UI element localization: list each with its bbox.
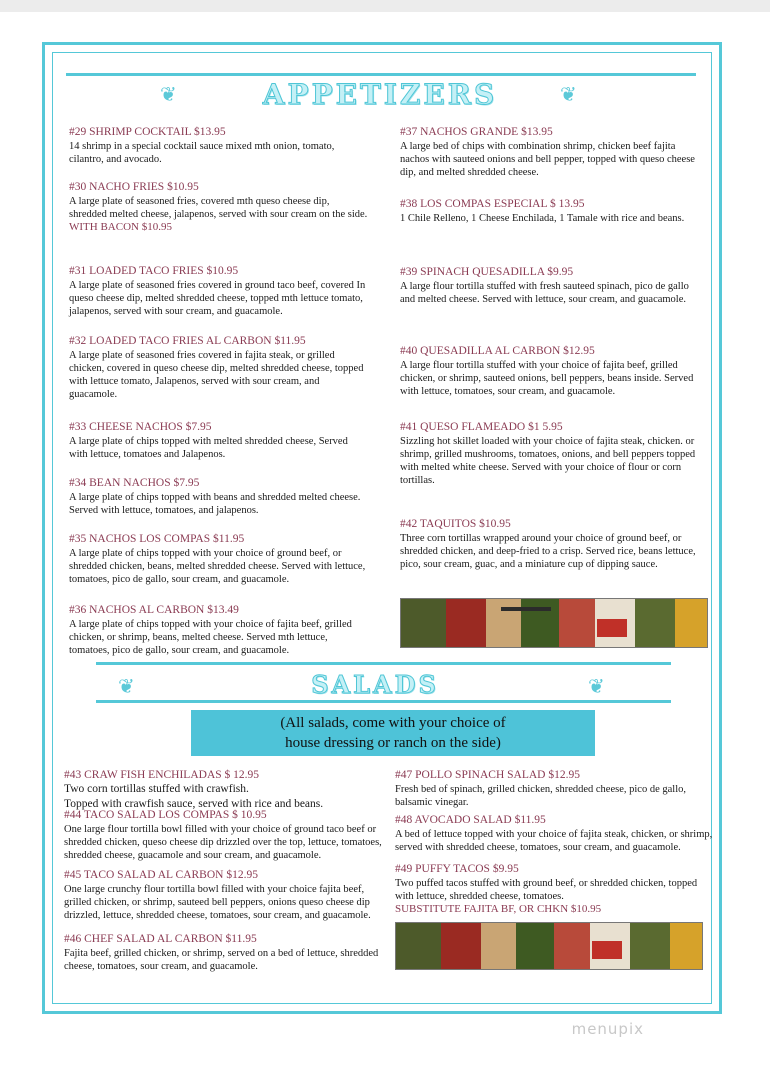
menu-item [64,768,382,811]
item-desc: Two puffed tacos stuffed with ground beef, or shredded chicken, topped with lettuce, shredded cheese, tomatoes. [395,878,698,902]
menu-item [69,420,369,461]
item-desc: A large plate of chips topped with beans and shredded melted cheese. Served with lettuce, tomatoes, and jalapenos. [69,492,361,516]
item-desc: Two corn tortillas stuffed with crawfish. [64,783,249,795]
item-title: #49 PUFFY TACOS $9.95 [395,863,519,875]
item-title: #34 BEAN NACHOS $7.95 [69,477,200,489]
photo-strip-graphic [396,923,702,969]
menu-item [69,532,369,586]
item-desc: One large crunchy flour tortilla bowl filled with your choice fajita beef, grilled chicken, or shrimp, sauteed bell peppers, onions queso cheese dip drizzled, lettuce, shredded cheese, tomatoes, sour cream, and guacamole. [64,884,371,921]
item-title: #35 NACHOS LOS COMPAS $11.95 [69,533,245,545]
item-title: #37 NACHOS GRANDE $13.95 [400,126,553,138]
item-title: #41 QUESO FLAMEADO $1 5.95 [400,421,563,433]
top-strip [0,0,770,12]
item-desc: A large bed of chips with combination shrimp, chicken beef fajita nachos with sauteed onions and bell pepper, topped with queso cheese dip, and melted shredded cheese. [400,141,695,178]
item-desc: A large plate of chips topped with melted shredded cheese, Served with lettuce, tomatoes and Jalapenos. [69,436,348,460]
menu-item [395,768,715,809]
item-desc: One large flour tortilla bowl filled with your choice of ground taco beef or shredded chicken, queso cheese dip drizzled over the top, lettuce, tomatoes, shredded cheese, guacamole and sour cream, and guacamole. [64,824,382,861]
lotus-icon: ❦ [160,84,177,106]
item-desc: A large plate of chips topped with your choice of fajita beef, grilled chicken, or shrimp, beans, melted cheese. Served mth lettuce, tomatoes, pico de gallo, sour cream, and guacamole. [69,619,352,656]
banner-line-2: house dressing or ranch on the side) [285,735,501,751]
item-desc: A large plate of seasoned fries, covered mth queso cheese dip, shredded melted cheese, jalapenos, served with sour cream on the side. [69,196,368,220]
item-desc-2: Topped with crawfish sauce, served with rice and beans. [64,798,324,810]
item-desc: 14 shrimp in a special cocktail sauce mixed mth onion, tomato, cilantro, and avocado. [69,141,335,165]
item-title: #43 CRAW FISH ENCHILADAS $ 12.95 [64,769,260,781]
lotus-icon: ❦ [588,676,605,698]
menu-item [400,420,700,487]
item-title: #40 QUESADILLA AL CARBON $12.95 [400,345,595,357]
item-desc: Sizzling hot skillet loaded with your choice of fajita steak, chicken. or shrimp, grilled mushrooms, tomatoes, onions, and bell peppers topped with melted white cheese. Served with your choice of flour or corn tortillas. [400,436,696,486]
item-title: #36 NACHOS AL CARBON $13.49 [69,604,239,616]
header-rule-top [66,73,696,76]
lotus-icon: ❦ [560,84,577,106]
item-title: #30 NACHO FRIES $10.95 [69,181,199,193]
item-extra: SUBSTITUTE FAJITA BF, OR CHKN $10.95 [395,903,602,915]
food-photo [395,922,703,970]
menu-item [395,813,715,854]
salads-rule-top [96,662,671,665]
item-desc: A large flour tortilla stuffed with fresh sauteed spinach, pico de gallo and melted cheese. Served with lettuce, sour cream, and guacamole. [400,281,689,305]
menu-item [69,334,369,401]
item-title: #45 TACO SALAD AL CARBON $12.95 [64,869,258,881]
item-desc: A large plate of chips topped with your choice of ground beef, or shredded chicken, beans, melted shredded cheese. Served with lettuce, tomatoes, pico de gallo, sour cream, and guacamole. [69,548,366,585]
item-desc: A large plate of seasoned fries covered in ground taco beef, covered In queso cheese dip, melted shredded cheese, topped mth lettuce tomato, jalapenos, served with sour cream, and guacamole. [69,280,366,317]
menu-item [69,603,369,657]
item-desc: Fajita beef, grilled chicken, or shrimp, served on a bed of lettuce, shredded cheese, tomatoes, sour cream, and guacamole. [64,948,379,972]
menu-item [400,197,700,225]
item-desc: A large flour tortilla stuffed with your choice of fajita beef, grilled chicken, or shrimp, sauteed onions, bell peppers, beans inside. Served with lettuce, tomatoes, sour cream, and guacamole. [400,360,694,397]
item-title: #39 SPINACH QUESADILLA $9.95 [400,266,574,278]
item-title: #29 SHRIMP COCKTAIL $13.95 [69,126,226,138]
food-photo [400,598,708,648]
menu-item [64,868,382,922]
banner-line-1: (All salads, come with your choice of [280,715,506,731]
item-title: #31 LOADED TACO FRIES $10.95 [69,265,239,277]
item-title: #44 TACO SALAD LOS COMPAS $ 10.95 [64,809,267,821]
menu-item [400,125,700,179]
menu-item [395,862,715,916]
salads-title: SALADS [311,670,439,699]
watermark: menupix [571,1020,644,1038]
salads-note-banner [191,710,595,756]
menu-item [400,517,700,571]
item-extra: WITH BACON $10.95 [69,221,172,233]
menu-item [69,180,369,234]
item-title: #32 LOADED TACO FRIES AL CARBON $11.95 [69,335,306,347]
item-desc: 1 Chile Relleno, 1 Cheese Enchilada, 1 Tamale with rice and beans. [400,213,685,224]
lotus-icon: ❦ [118,676,135,698]
item-title: #48 AVOCADO SALAD $11.95 [395,814,546,826]
appetizers-title: APPETIZERS [262,78,498,111]
salads-rule-bottom [96,700,671,703]
menu-item [69,476,369,517]
item-title: #42 TAQUITOS $10.95 [400,518,511,530]
menu-item [400,344,700,398]
menu-item [69,125,369,166]
menu-item [69,264,369,318]
menu-item [400,265,700,306]
item-desc: Three corn tortillas wrapped around your choice of ground beef, or shredded chicken, and deep-fried to a crisp. Served rice, beans lettuce, pico, sour cream, guac, and a miniature cup of dipping sauce. [400,533,696,570]
photo-strip-graphic [401,599,707,647]
menu-item [64,932,382,973]
item-desc: A large plate of seasoned fries covered in fajita steak, or grilled chicken, covered in queso cheese dip, melted shredded cheese, topped with lettuce tomato, Jalapenos, served with sour cream, and guacamole. [69,350,364,400]
item-desc: Fresh bed of spinach, grilled chicken, shredded cheese, pico de gallo, balsamic vinegar. [395,784,686,808]
item-desc: A bed of lettuce topped with your choice of fajita steak, chicken, or shrimp, served with shredded cheese, tomatoes, sour cream, and guacamole. [395,829,713,853]
item-title: #38 LOS COMPAS ESPECIAL $ 13.95 [400,198,585,210]
item-title: #47 POLLO SPINACH SALAD $12.95 [395,769,580,781]
menu-item [64,808,382,862]
item-title: #33 CHEESE NACHOS $7.95 [69,421,212,433]
item-title: #46 CHEF SALAD AL CARBON $11.95 [64,933,257,945]
